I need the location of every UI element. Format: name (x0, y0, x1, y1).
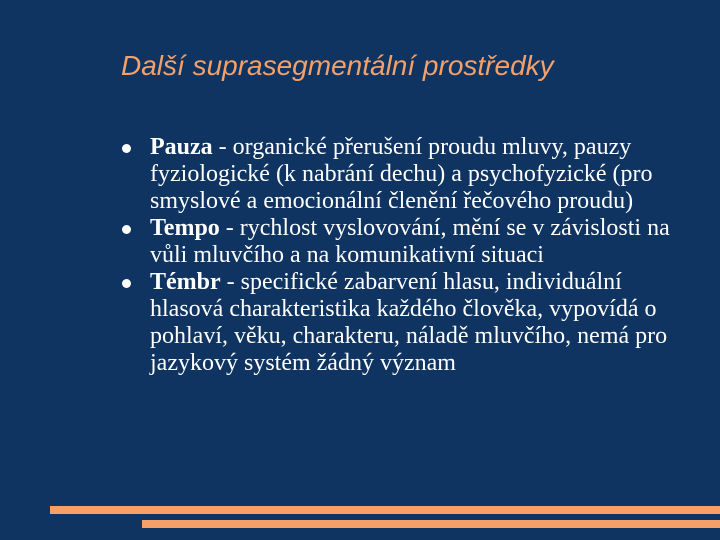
term-description: - rychlost vyslovování, mění se v závislosti na vůli mluvčího a na komunikativní situaci (150, 215, 670, 268)
slide-title: Další suprasegmentální prostředky (121, 50, 554, 81)
term-label: Témbr (150, 269, 221, 295)
bullet-item-tembr (122, 269, 682, 377)
bullet-item-pauza (122, 134, 682, 215)
footer-accent-bar-top (50, 506, 720, 514)
bullet-list (122, 134, 682, 377)
bullet-dot-icon (122, 144, 131, 153)
footer-accent-bar-bottom (142, 520, 720, 528)
term-label: Pauza (150, 134, 213, 160)
term-description: - specifické zabarvení hlasu, individuální hlasová charakteristika každého člověka, vypovídá o pohlaví, věku, charakteru, náladě mluvčího, nemá pro jazykový systém žádný význam (150, 269, 668, 376)
bullet-item-tempo (122, 215, 682, 269)
bullet-dot-icon (122, 279, 131, 288)
bullet-dot-icon (122, 225, 131, 234)
term-label: Tempo (150, 215, 220, 241)
term-description: - organické přerušení proudu mluvy, pauzy fyziologické (k nabrání dechu) a psychofyzické (pro smyslové a emocionální členění řečového proudu) (150, 134, 653, 214)
